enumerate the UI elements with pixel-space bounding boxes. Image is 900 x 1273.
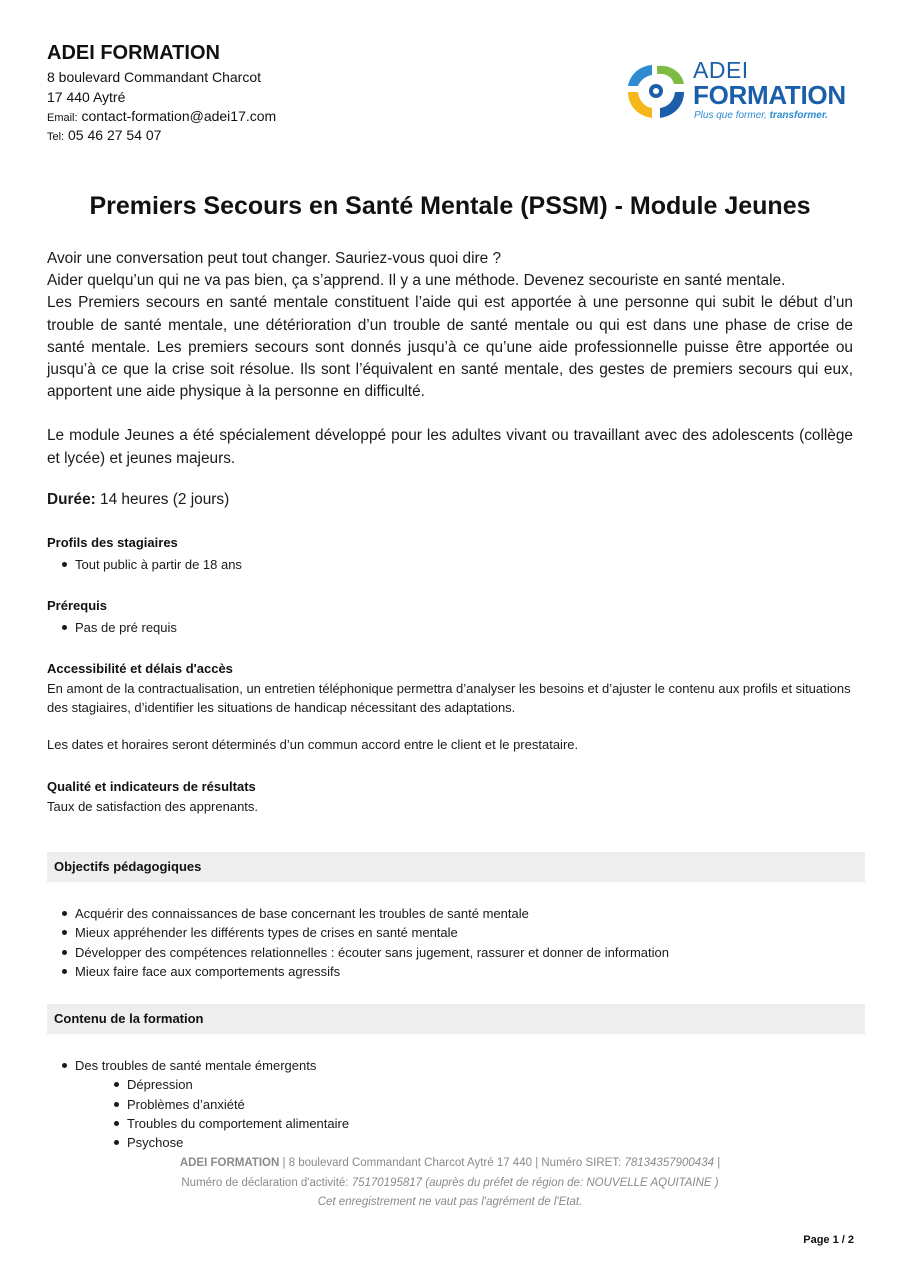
sub-list-item: Psychose xyxy=(47,1133,859,1152)
adei-logo-icon xyxy=(624,60,690,122)
page-number: Page 1 / 2 xyxy=(803,1234,854,1246)
footer-disclaimer: Cet enregistrement ne vaut pas l'agrément de l'Etat. xyxy=(317,1196,583,1208)
logo-tagline-a: Plus que former, xyxy=(694,110,767,121)
logo-text-formation: FORMATION xyxy=(693,80,846,110)
sub-list-item: Dépression xyxy=(47,1075,859,1094)
prerequis-list xyxy=(47,618,859,637)
tel-value: 05 46 27 54 07 xyxy=(68,127,162,143)
list-item: Développer des compétences relationnelles : écouter sans jugement, rassurer et donner de information xyxy=(47,943,859,962)
qualite-text: Taux de satisfaction des apprenants. xyxy=(47,799,259,814)
profils-heading: Profils des stagiaires xyxy=(47,535,178,550)
tel-line xyxy=(47,126,161,147)
email-label: Email: xyxy=(47,112,78,124)
sub-list-item: Troubles du comportement alimentaire xyxy=(47,1114,859,1133)
list-item: Des troubles de santé mentale émergents xyxy=(47,1056,859,1075)
list-item: Acquérir des connaissances de base concernant les troubles de santé mentale xyxy=(47,904,859,923)
accessibilite-text-1: En amont de la contractualisation, un entretien téléphonique permettra d’analyser les besoins et d’ajuster le contenu aux profils et situations des stagiaires, d’identifier les situations de handicap nécessitant des adaptations. xyxy=(47,681,851,715)
footer xyxy=(0,1154,900,1213)
footer-line-3 xyxy=(0,1193,900,1213)
document-title: Premiers Secours en Santé Mentale (PSSM) - Module Jeunes xyxy=(89,192,811,220)
qualite-heading: Qualité et indicateurs de résultats xyxy=(47,779,256,794)
intro-paragraph-4: Le module Jeunes a été spécialement développé pour les adultes vivant ou travaillant avec des adolescents (collège et lycée) et jeunes majeurs. xyxy=(47,427,853,467)
objectifs-section-header: Objectifs pédagogiques xyxy=(47,852,865,882)
duration-label: Durée: xyxy=(47,491,96,508)
footer-org: ADEI FORMATION xyxy=(179,1157,280,1169)
duration xyxy=(47,491,229,509)
address-line-2: 17 440 Aytré xyxy=(47,89,126,105)
email-line xyxy=(47,107,276,128)
footer-address: | 8 boulevard Commandant Charcot Aytré 17 440 | Numéro SIRET: xyxy=(279,1157,625,1169)
list-item: Mieux appréhender les différents types de crises en santé mentale xyxy=(47,923,859,942)
accessibilite-heading: Accessibilité et délais d'accès xyxy=(47,661,233,676)
footer-line-1 xyxy=(0,1154,900,1174)
tel-label: Tel: xyxy=(47,131,65,143)
footer-line-2 xyxy=(0,1174,900,1194)
intro-paragraph-1: Avoir une conversation peut tout changer. Sauriez-vous quoi dire ? xyxy=(47,250,502,267)
list-item: Mieux faire face aux comportements agressifs xyxy=(47,962,859,981)
footer-siret: 78134357900434 xyxy=(624,1157,714,1169)
logo-tagline-b: transformer. xyxy=(769,110,828,121)
organization-name: ADEI FORMATION xyxy=(47,42,220,64)
footer-declaration-value: 75170195817 (auprès du préfet de région de: NOUVELLE AQUITAINE ) xyxy=(351,1176,719,1189)
accessibilite-text-2: Les dates et horaires seront déterminés d’un commun accord entre le client et le prestataire. xyxy=(47,737,579,752)
objectifs-list xyxy=(47,904,859,981)
duration-value: 14 heures (2 jours) xyxy=(100,491,230,508)
logo-text-adei: ADEI xyxy=(693,57,749,83)
sub-list-item: Problèmes d’anxiété xyxy=(47,1095,859,1114)
address-line-1: 8 boulevard Commandant Charcot xyxy=(47,69,262,85)
list-item: Tout public à partir de 18 ans xyxy=(47,555,859,574)
logo-tagline xyxy=(694,110,828,121)
contenu-sublist xyxy=(47,1075,859,1152)
footer-line1-end: | xyxy=(714,1157,721,1169)
intro-paragraph-2: Aider quelqu’un qui ne va pas bien, ça s’apprend. Il y a une méthode. Devenez secouriste en santé mentale. xyxy=(47,272,786,290)
list-item: Pas de pré requis xyxy=(47,618,859,637)
contenu-section-header: Contenu de la formation xyxy=(47,1004,865,1034)
intro-text xyxy=(47,248,853,470)
contenu-list xyxy=(47,1056,859,1075)
email-link[interactable]: contact-formation@adei17.com xyxy=(81,108,277,124)
profils-list xyxy=(47,555,859,574)
footer-declaration-label: Numéro de déclaration d'activité: xyxy=(181,1176,352,1189)
prerequis-heading: Prérequis xyxy=(47,598,107,613)
intro-paragraph-3: Les Premiers secours en santé mentale constituent l’aide qui est apportée à une personne qui subit le début d’un trouble de santé mentale, une détérioration d’un trouble de santé mentale ou qui est dans une phase de crise de santé mentale. Les premiers secours sont donnés jusqu’à ce qu’une aide professionnelle puisse être apportée ou jusqu’à ce que la crise soit résolue. Ils sont l’équivalent en santé mentale, des gestes de premiers secours qui eux, apportent une aide physique à la personne en difficulté. xyxy=(47,294,853,401)
